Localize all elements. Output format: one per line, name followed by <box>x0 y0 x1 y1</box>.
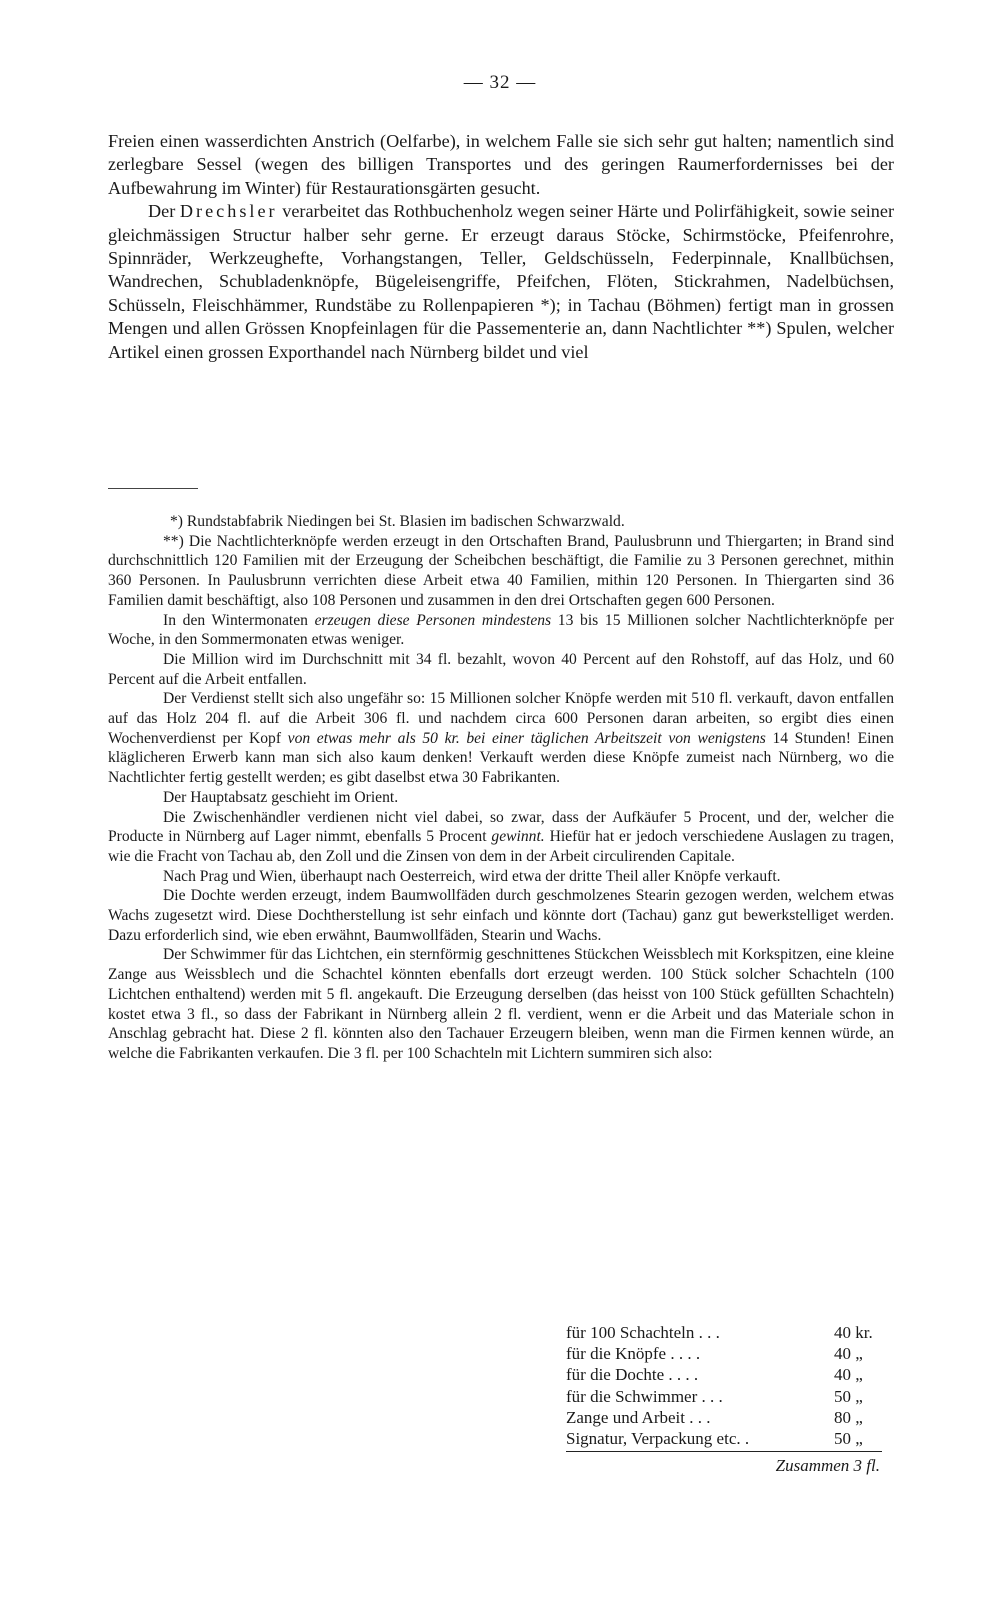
middlemen-italic: gewinnt. <box>491 828 545 846</box>
winter-rest: 13 bis 15 Millionen solcher Nachtlichterknöpfe per Woche, in den Sommermonaten etwas weniger. <box>108 611 894 649</box>
footnote-2-para-million: Die Million wird im Durchschnitt mit 34 fl. bezahlt, wovon 40 Percent auf den Rohstoff, auf das Holz, und 60 Percent auf die Arbeit entfallen. <box>108 650 894 688</box>
tally-amount: 80 „ <box>834 1407 863 1427</box>
tally-label: für die Knöpfe . . . . <box>566 1344 701 1364</box>
tally-amount: 50 „ <box>834 1429 863 1449</box>
footnote-2-para-wicks: Die Dochte werden erzeugt, indem Baumwollfäden durch geschmolzenes Stearin gezogen werden, welchem etwas Wachs zugesetzt wird. Diese Dochtherstellung ist sehr einfach und könnte dort (Tachau) ganz gut bewerkstelliget werden. Dazu erforderlich sind, wie eben erwähnt, Baumwollfäden, Stearin und Wachs. <box>108 887 894 944</box>
tally-amount: 40 „ <box>834 1365 863 1385</box>
footnote-2-para-earnings <box>108 689 894 788</box>
middlemen-a: Die Zwischenhändler verdienen nicht viel dabei, so zwar, dass der Aufkäufer 5 Procent, und der, welcher die Producte in Nürnberg auf Lager nimmt, ebenfalls 5 Procent <box>108 808 894 846</box>
footnotes <box>108 512 894 1064</box>
tally-label: für 100 Schachteln . . . <box>566 1323 720 1342</box>
sum-rule <box>566 1451 882 1452</box>
tally-amount: 50 „ <box>834 1386 863 1406</box>
tally-row <box>566 1343 892 1364</box>
earnings-b: 14 Stunden! Einen kläglicheren Erwerb kann man sich also kaum denken! Verkauft werden diese Knöpfe zumeist nach Nürnberg, wo die Nachtlichter fertig gestellt werden; es gibt daselbst etwa 30 Fabrikanten. <box>108 729 894 787</box>
tally-label: für die Dochte . . . . <box>566 1365 699 1385</box>
tally-total: Zusammen 3 fl. <box>775 1456 880 1476</box>
tally-row <box>566 1322 892 1343</box>
paragraph-1: Freien einen wasserdichten Anstrich (Oelfarbe), in welchem Falle sie sich sehr gut halten; namentlich sind zerlegbare Sessel (wegen des billigen Transportes und des geringen Raumerfordernisses bei der Aufbewahrung im Winter) für Restaurationsgärten gesucht. <box>108 131 894 198</box>
middlemen-b: Hiefür hat er jedoch verschiedene Auslagen zu tragen, wie die Fracht von Tachau ab, den Zoll und die Zinsen von dem in der Arbeit circulirenden Capitale. <box>108 828 895 865</box>
earnings-a: Der Verdienst stellt sich also ungefähr so: 15 Millionen solcher Knöpfe werden mit 510 fl. verkauft, davon entfallen auf das Holz 204 fl. auf die Arbeit 306 fl. und nachdem circa 600 Personen daran arbeiten, so ergibt dies einen Wochenverdienst per Kopf <box>108 690 894 747</box>
tally-row <box>566 1386 892 1407</box>
winter-lead: In den Wintermonaten <box>163 611 308 629</box>
drechsler-term: Drechsler <box>179 201 278 222</box>
tally-label: für die Schwimmer . . . <box>566 1386 723 1406</box>
footnote-2-para-austria: Nach Prag und Wien, überhaupt nach Oesterreich, wird etwa der dritte Theil aller Knöpfe verkauft. <box>163 867 781 885</box>
footnote-1: *) Rundstabfabrik Niedingen bei St. Blasien im badischen Schwarzwald. <box>170 513 625 530</box>
cost-tally <box>566 1322 892 1476</box>
footnote-2: **) Die Nachtlichterknöpfe werden erzeugt in den Ortschaften Brand, Paulusbrunn und Thiergarten; in Brand sind durchschnittlich 120 Familien mit der Erzeugung der Scheibchen beschäftigt, die Familie zu 3 Personen gerechnet, mithin 360 Personen. In Paulusbrunn verrichten diese Arbeit etwa 40 Familien, mithin 120 Personen. In Thiergarten sind 36 Familien damit beschäftigt, also 108 Personen und zusammen in den drei Ortschaften gegen 600 Personen. <box>108 532 894 609</box>
paragraph-2-rest: verarbeitet das Rothbuchenholz wegen seiner Härte und Polirfähigkeit, sowie seiner gleichmässigen Structur halber sehr gerne. Er erzeugt daraus Stöcke, Schirmstöcke, Pfeifenrohre, Spinnräder, Werkzeughefte, Vorhangstangen, Teller, Geldschüsseln, Federpinnale, Knallbüchsen, Wandrechen, Schubladenknöpfe, Bügeleisengriffe, Pfeifchen, Flöten, Stickrahmen, Nadelbüchsen, Schüsseln, Fleischhämmer, Rundstäbe zu Rollenpapieren *); in Tachau (Böhmen) fertigt man in grossen Mengen und allen Grössen Knopfeinlagen für die Passementerie an, dann Nachtlichter **) Spulen, welcher Artikel einen grossen Exporthandel nach Nürnberg bildet und viel <box>108 201 894 362</box>
paragraph-2 <box>108 200 894 364</box>
footnote-2-para-middlemen <box>108 808 894 867</box>
tally-row <box>566 1407 892 1428</box>
tally-amount: 40 „ <box>834 1344 863 1364</box>
tally-row <box>566 1428 892 1449</box>
page-number: — 32 — <box>463 72 537 93</box>
footnote-2-para-winter <box>108 611 894 650</box>
tally-label: Signatur, Verpackung etc. . <box>566 1429 750 1449</box>
tally-row <box>566 1364 892 1385</box>
earnings-italic: von etwas mehr als 50 kr. bei einer täglichen Arbeitszeit von wenigstens <box>287 729 766 747</box>
footnote-separator <box>108 488 198 489</box>
footnote-2-para-orient: Der Hauptabsatz geschieht im Orient. <box>163 788 399 806</box>
tally-label: Zange und Arbeit . . . <box>566 1407 711 1427</box>
tally-amount: 40 kr. <box>834 1323 873 1342</box>
winter-italic: erzeugen diese Personen mindestens <box>314 611 552 629</box>
footnote-2-para-floats: Der Schwimmer für das Lichtchen, ein sternförmig geschnittenes Stückchen Weissblech mit Korkspitzen, eine kleine Zange aus Weissblech und die Schachtel könnten ebenfalls dort erzeugt werden. 100 Stück solcher Schachteln (100 Lichtchen enthaltend) werden mit 5 fl. angekauft. Die Erzeugung derselben (das heisst von 100 Stück gefüllten Schachteln) kostet etwa 3 fl., so dass der Fabrikant in Nürnberg allein 2 fl. verdient, wenn er die Arbeit und das Materiale schon in Anschlag gebracht hat. Diese 2 fl. könnten also den Tachauer Erzeugern bleiben, wenn man die Firmen kennen würde, an welche die Fabrikanten verkaufen. Die 3 fl. per 100 Schachteln mit Lichtern summiren sich also: <box>108 946 894 1062</box>
paragraph-2-lead: Der <box>148 201 176 222</box>
main-text <box>108 130 894 364</box>
